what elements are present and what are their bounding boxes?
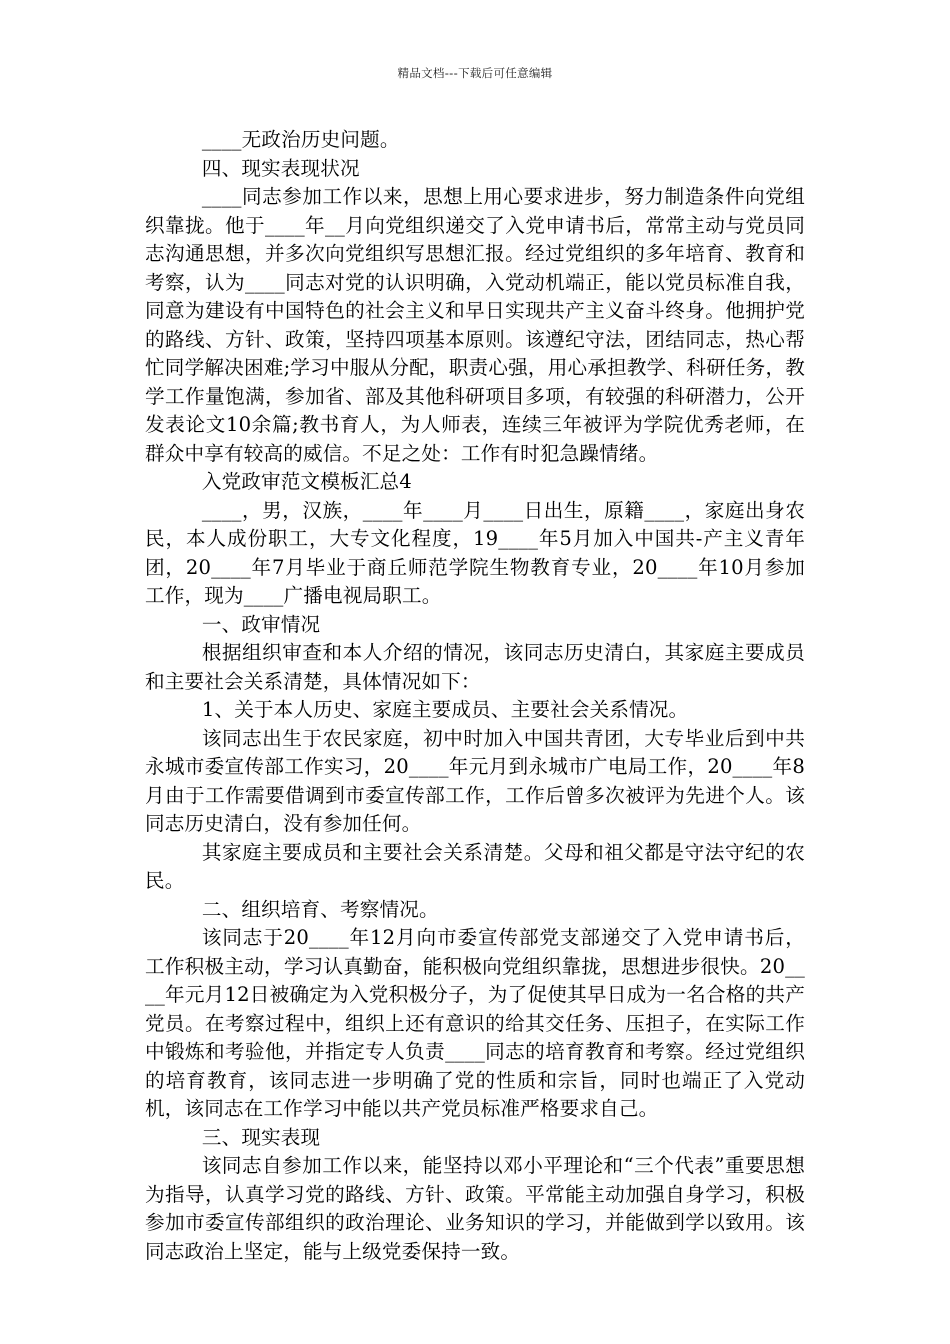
section-heading-political-review: 一、政审情况 <box>201 612 321 636</box>
paragraph-training-details: 该同志于20____年12月向市委宣传部党支部递交了入党申请书后，工作积极主动，学习认真勤奋，能积极向党组织靠拢，思想进步很快。20____年元月12日被确定为入党积极分子，为了促使其早日成为一名合格的共产党员。在考察过程中，组织上还有意识的给其交任务、压担子，在实际工作中锻炼和考验他，并指定专人负责____同志的培育教育和考察。经过党组织的培育教育，该同志进一步明确了党的性质和宗旨，同时也端正了入党动机，该同志在工作学习中能以共产党员标准严格要求自己。 <box>145 926 805 1120</box>
paragraph-review-intro: 根据组织审查和本人介绍的情况，该同志历史清白，其家庭主要成员和主要社会关系清楚，具体情况如下： <box>145 641 805 693</box>
template-title: 入党政审范文模板汇总4 <box>201 470 412 493</box>
paragraph-family-members: 其家庭主要成员和主要社会关系清楚。父母和祖父都是守法守纪的农民。 <box>145 840 805 892</box>
document-body <box>145 126 805 1266</box>
paragraph-personal-history: 该同志出生于农民家庭，初中时加入中国共青团，大专毕业后到中共永城市委宣传部工作实习，20____年元月到永城市广电局工作，20____年8月由于工作需要借调到市委宣传部工作，工作后曾多次被评为先进个人。该同志历史清白，没有参加任何。 <box>145 726 805 835</box>
paragraph-performance-summary: 该同志自参加工作以来，能坚持以邓小平理论和“三个代表”重要思想为指导，认真学习党的路线、方针、政策。平常能主动加强自身学习，积极参加市委宣传部组织的政治理论、业务知识的学习，并能做到学以致用。该同志政治上坚定，能与上级党委保持一致。 <box>145 1154 805 1263</box>
page-header: 精品文档---下载后可任意编辑 <box>397 66 553 80</box>
paragraph-performance-description: ____同志参加工作以来，思想上用心要求进步，努力制造条件向党组织靠拢。他于____年__月向党组织递交了入党申请书后，常常主动与党员同志沟通思想，并多次向党组织写思想汇报。经过党组织的多年培育、教育和考察，认为____同志对党的认识明确，入党动机端正，能以党员标准自我，同意为建设有中国特色的社会主义和早日实现共产主义奋斗终身。他拥护党的路线、方针、政策，坚持四项基本原则。该遵纪守法，团结同志，热心帮忙同学解决困难;学习中服从分配，职责心强，用心承担教学、科研任务，教学工作量饱满，参加省、部及其他科研项目多项，有较强的科研潜力，公开发表论文10余篇;教书育人，为人师表，连续三年被评为学院优秀老师，在群众中享有较高的威信。不足之处：工作有时犯急躁情绪。 <box>145 185 805 465</box>
section-heading-training: 二、组织培育、考察情况。 <box>201 897 439 921</box>
paragraph-political-history: ____无政治历史问题。 <box>201 128 400 151</box>
paragraph-personal-info: ____，男，汉族，____年____月____日出生，原籍____，家庭出身农民，本人成份职工，大专文化程度，19____年5月加入中国共-产主义青年团，20____年7月毕业于商丘师范学院生物教育专业，20____年10月参加工作，现为____广播电视局职工。 <box>145 498 805 607</box>
subsection-heading-history: 1、关于本人历史、家庭主要成员、主要社会关系情况。 <box>201 698 689 721</box>
section-heading-current-performance: 四、现实表现状况 <box>201 156 360 180</box>
section-heading-performance: 三、现实表现 <box>201 1125 321 1149</box>
